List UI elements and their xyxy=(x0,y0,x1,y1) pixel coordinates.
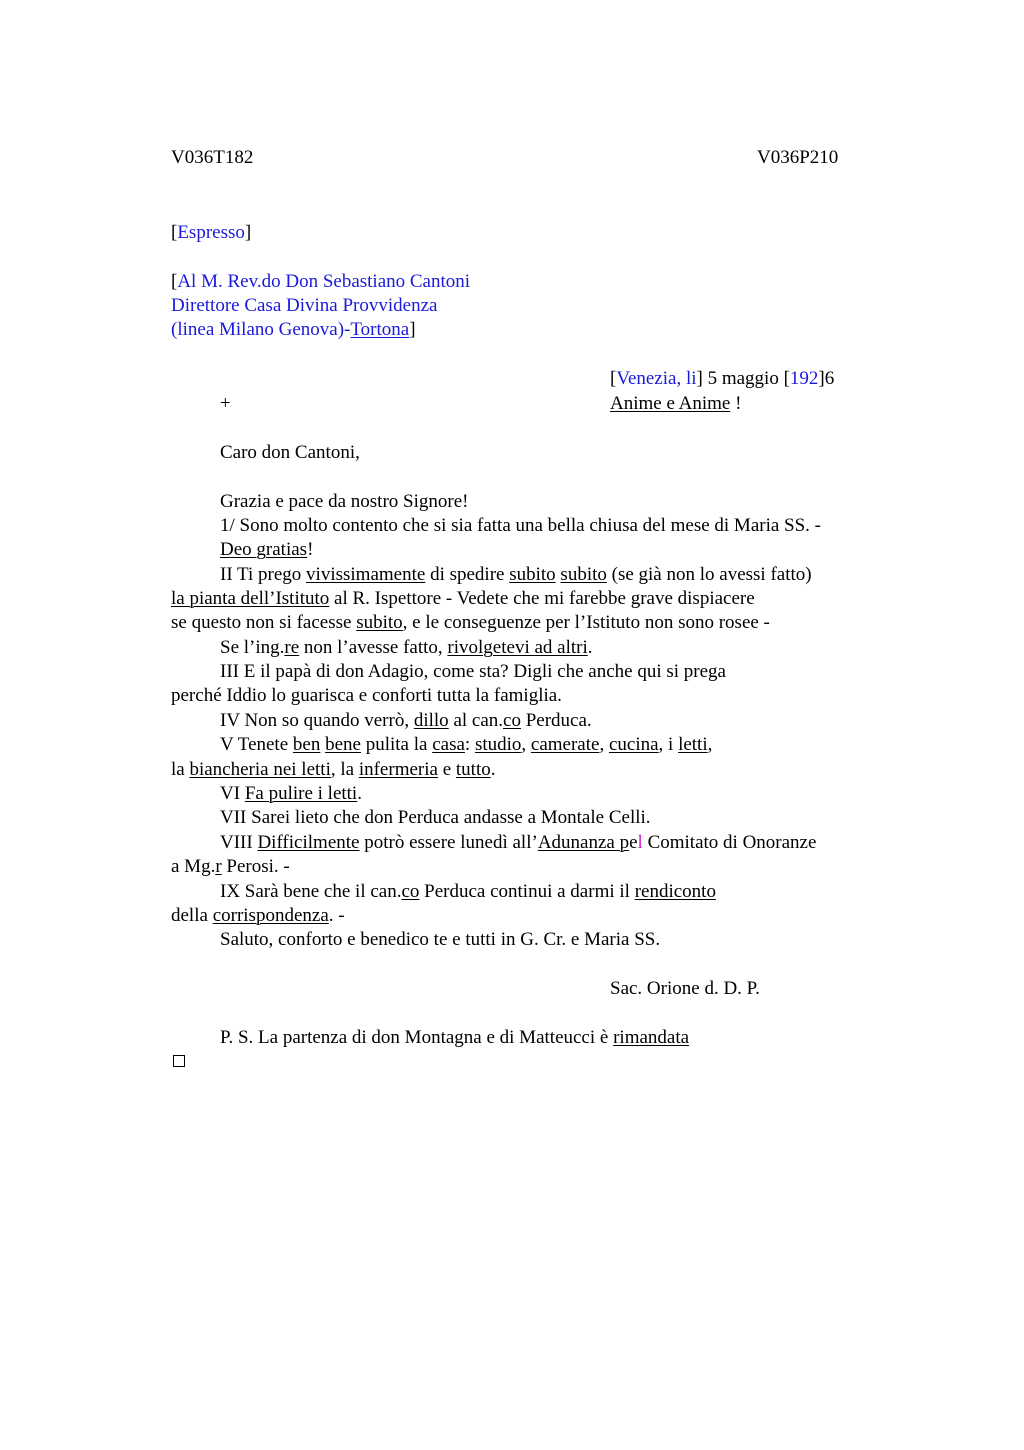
body-line: perché Iddio lo guarisca e conforti tutta la famiglia. xyxy=(171,685,562,706)
cross-sign: + xyxy=(220,393,231,414)
body-line: IV Non so quando verrò, dillo al can.co Perduca. xyxy=(220,710,592,731)
body-line: II Ti prego vivissimamente di spedire subito subito (se già non lo avessi fatto) xyxy=(220,564,812,585)
end-marker-box-icon xyxy=(173,1055,185,1067)
body-line: Grazia e pace da nostro Signore! xyxy=(220,491,469,512)
body-line: VI Fa pulire i letti. xyxy=(220,783,362,804)
body-line: Deo gratias! xyxy=(220,539,314,560)
body-line: VIII Difficilmente potrò essere lunedì all’Adunanza pel Comitato di Onoranze xyxy=(220,832,817,853)
body-line: Se l’ing.re non l’avesse fatto, rivolgetevi ad altri. xyxy=(220,637,593,658)
header-left-code: V036T182 xyxy=(171,147,254,168)
dateline: [Venezia, li] 5 maggio [192]6 xyxy=(610,368,835,389)
body-line: della corrispondenza. - xyxy=(171,905,345,926)
body-line: V Tenete ben bene pulita la casa: studio, camerate, cucina, i letti, xyxy=(220,734,713,755)
body-line: se questo non si facesse subito, e le conseguenze per l’Istituto non sono rosee - xyxy=(171,612,770,633)
address-line-3: (linea Milano Genova)-Tortona] xyxy=(171,319,416,340)
espresso-note: [Espresso] xyxy=(171,222,252,243)
header-right-code: V036P210 xyxy=(757,147,839,168)
espresso-text: Espresso xyxy=(177,222,245,243)
body-line: IX Sarà bene che il can.co Perduca continui a darmi il rendiconto xyxy=(220,881,716,902)
signature: Sac. Orione d. D. P. xyxy=(610,978,760,999)
body-line: la pianta dell’Istituto al R. Ispettore - Vedete che mi farebbe grave dispiacere xyxy=(171,588,755,609)
body-line: la biancheria nei letti, la infermeria e tutto. xyxy=(171,759,496,780)
body-line: III E il papà di don Adagio, come sta? Digli che anche qui si prega xyxy=(220,661,726,682)
postscript: P. S. La partenza di don Montagna e di Matteucci è rimandata xyxy=(220,1027,690,1048)
salutation: Caro don Cantoni, xyxy=(220,442,360,463)
motto: Anime e Anime ! xyxy=(610,393,742,414)
body-line: a Mg.r Perosi. - xyxy=(171,856,290,877)
address-line-1: [Al M. Rev.do Don Sebastiano Cantoni xyxy=(171,271,471,292)
body-line: VII Sarei lieto che don Perduca andasse a Montale Celli. xyxy=(220,807,651,828)
body-line: Saluto, conforto e benedico te e tutti in G. Cr. e Maria SS. xyxy=(220,929,661,950)
body-line: 1/ Sono molto contento che si sia fatta una bella chiusa del mese di Maria SS. - xyxy=(220,515,822,536)
address-line-2: Direttore Casa Divina Provvidenza xyxy=(171,295,438,316)
